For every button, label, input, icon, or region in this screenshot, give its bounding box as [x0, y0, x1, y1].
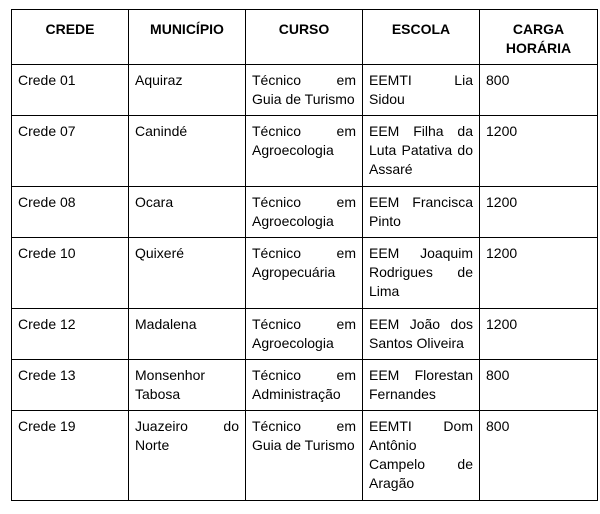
cell-curso: Técnico em Guia de Turismo [246, 411, 363, 501]
cell-curso: Técnico em Agroecologia [246, 116, 363, 187]
cell-curso: Técnico em Agroecologia [246, 309, 363, 360]
cell-escola: EEM Filha da Luta Patativa do Assaré [363, 116, 480, 187]
cell-crede: Crede 07 [12, 116, 129, 187]
cell-municipio: Canindé [129, 116, 246, 187]
table-row [12, 238, 598, 309]
header-crede: CREDE [12, 10, 129, 65]
header-escola: ESCOLA [363, 10, 480, 65]
cell-crede: Crede 19 [12, 411, 129, 501]
header-carga-horaria: CARGA HORÁRIA [480, 10, 598, 65]
cell-carga: 800 [480, 65, 598, 116]
cell-municipio: Ocara [129, 187, 246, 238]
cell-carga: 800 [480, 360, 598, 411]
cell-escola: EEMTI Dom Antônio Campelo de Aragão [363, 411, 480, 501]
cell-escola: EEM Florestan Fernandes [363, 360, 480, 411]
cell-carga: 1200 [480, 187, 598, 238]
header-municipio: MUNICÍPIO [129, 10, 246, 65]
table-row [12, 309, 598, 360]
cell-crede: Crede 13 [12, 360, 129, 411]
cell-crede: Crede 08 [12, 187, 129, 238]
cell-curso: Técnico em Agropecuária [246, 238, 363, 309]
cell-crede: Crede 01 [12, 65, 129, 116]
cell-escola: EEM Joaquim Rodrigues de Lima [363, 238, 480, 309]
cell-escola: EEM João dos Santos Oliveira [363, 309, 480, 360]
cell-escola: EEM Francisca Pinto [363, 187, 480, 238]
cell-curso: Técnico em Administração [246, 360, 363, 411]
cell-escola: EEMTI Lia Sidou [363, 65, 480, 116]
table-row [12, 360, 598, 411]
table-row [12, 187, 598, 238]
cell-municipio: Aquiraz [129, 65, 246, 116]
cell-crede: Crede 10 [12, 238, 129, 309]
table-row [12, 65, 598, 116]
courses-table [11, 9, 598, 501]
cell-municipio: Juazeiro do Norte [129, 411, 246, 501]
table-row [12, 411, 598, 501]
cell-municipio: Quixeré [129, 238, 246, 309]
cell-curso: Técnico em Agroecologia [246, 187, 363, 238]
header-curso: CURSO [246, 10, 363, 65]
cell-curso: Técnico em Guia de Turismo [246, 65, 363, 116]
cell-municipio: Madalena [129, 309, 246, 360]
table-row [12, 116, 598, 187]
header-row [12, 10, 598, 65]
cell-municipio: Monsenhor Tabosa [129, 360, 246, 411]
cell-carga: 800 [480, 411, 598, 501]
cell-carga: 1200 [480, 309, 598, 360]
cell-carga: 1200 [480, 238, 598, 309]
cell-crede: Crede 12 [12, 309, 129, 360]
cell-carga: 1200 [480, 116, 598, 187]
